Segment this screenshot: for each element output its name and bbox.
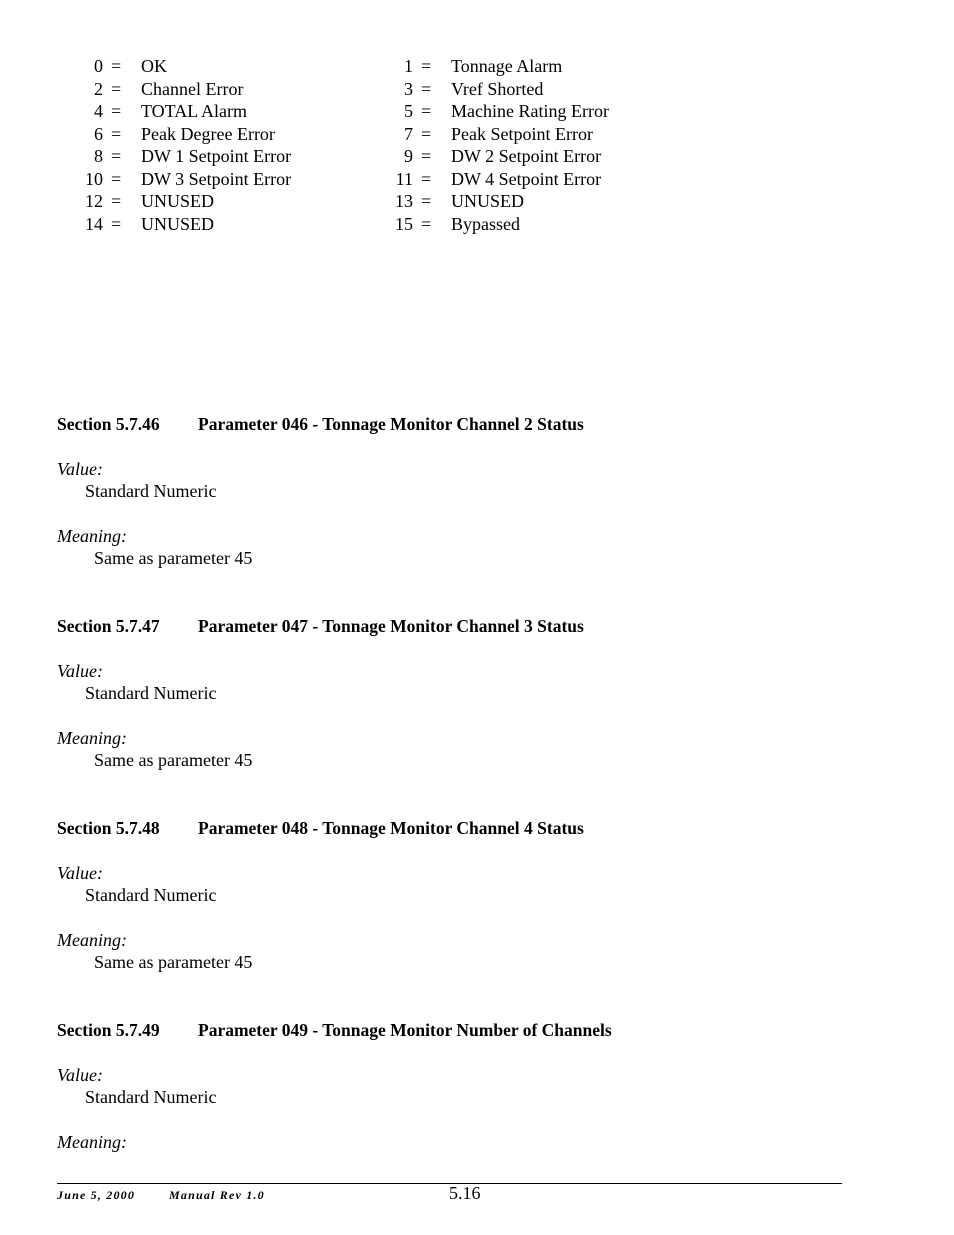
code-number: 12 xyxy=(85,191,103,211)
section-number: Section 5.7.47 xyxy=(57,616,160,636)
code-number: 13 xyxy=(395,191,413,211)
code-label: TOTAL Alarm xyxy=(141,101,248,121)
code-number: 8 xyxy=(94,146,103,166)
code-equals: = xyxy=(421,146,432,166)
code-row xyxy=(0,190,954,213)
code-number: 2 xyxy=(94,78,103,99)
code-equals: = xyxy=(111,56,122,76)
section-title: Parameter 048 - Tonnage Monitor Channel 4 Status xyxy=(198,818,584,838)
code-row xyxy=(0,168,954,191)
section-5-7-49 xyxy=(57,1019,857,1153)
page-number: 5.16 xyxy=(449,1183,481,1203)
code-equals: = xyxy=(421,191,432,211)
footer-date: June 5, 2000 xyxy=(57,1188,136,1202)
meaning-label: Meaning: xyxy=(57,1132,127,1152)
value-label: Value: xyxy=(57,1065,103,1085)
value-label: Value: xyxy=(57,863,103,883)
code-equals: = xyxy=(421,123,432,144)
code-equals: = xyxy=(111,213,122,234)
meaning-text: Same as parameter 45 xyxy=(94,750,253,770)
section-5-7-46 xyxy=(57,413,857,569)
value-text: Standard Numeric xyxy=(85,683,217,703)
section-number: Section 5.7.46 xyxy=(57,414,160,434)
code-label: Vref Shorted xyxy=(451,78,544,99)
code-row xyxy=(0,123,954,146)
meaning-text: Same as parameter 45 xyxy=(94,952,253,972)
section-5-7-48 xyxy=(57,817,857,973)
code-row xyxy=(0,78,954,101)
code-label: DW 4 Setpoint Error xyxy=(451,168,602,189)
code-equals: = xyxy=(111,191,122,211)
section-5-7-47 xyxy=(57,615,857,771)
code-equals: = xyxy=(111,101,122,121)
code-label: UNUSED xyxy=(141,213,215,234)
code-equals: = xyxy=(421,213,432,234)
value-label: Value: xyxy=(57,661,103,681)
code-label: DW 1 Setpoint Error xyxy=(141,146,292,166)
meaning-label: Meaning: xyxy=(57,526,127,546)
code-label: Peak Degree Error xyxy=(141,123,275,144)
section-title: Parameter 046 - Tonnage Monitor Channel 2 Status xyxy=(198,414,584,434)
section-number: Section 5.7.49 xyxy=(57,1020,160,1040)
code-number: 9 xyxy=(404,146,413,166)
section-heading xyxy=(57,1019,857,1041)
code-equals: = xyxy=(111,123,122,144)
meaning-label: Meaning: xyxy=(57,930,127,950)
value-label: Value: xyxy=(57,459,103,479)
code-number: 5 xyxy=(404,101,413,121)
section-number: Section 5.7.48 xyxy=(57,818,160,838)
meaning-text: Same as parameter 45 xyxy=(94,548,253,568)
code-equals: = xyxy=(421,101,432,121)
section-heading xyxy=(57,615,857,637)
code-label: DW 3 Setpoint Error xyxy=(141,168,292,189)
section-title: Parameter 049 - Tonnage Monitor Number of Channels xyxy=(198,1020,612,1040)
code-row xyxy=(0,213,954,236)
code-row xyxy=(0,100,954,123)
code-equals: = xyxy=(421,78,432,99)
value-text: Standard Numeric xyxy=(85,885,217,905)
code-row xyxy=(0,145,954,168)
code-label: OK xyxy=(141,56,167,76)
value-text: Standard Numeric xyxy=(85,481,217,501)
section-title: Parameter 047 - Tonnage Monitor Channel 3 Status xyxy=(198,616,584,636)
code-equals: = xyxy=(421,56,432,76)
code-number: 4 xyxy=(94,101,103,121)
code-number: 14 xyxy=(85,213,103,234)
section-heading xyxy=(57,817,857,839)
code-number: 7 xyxy=(404,123,413,144)
code-label: Channel Error xyxy=(141,78,244,99)
code-label: Tonnage Alarm xyxy=(451,56,563,76)
code-label: UNUSED xyxy=(451,191,525,211)
code-number: 10 xyxy=(85,168,103,189)
code-number: 6 xyxy=(94,123,103,144)
code-equals: = xyxy=(111,168,122,189)
code-label: Bypassed xyxy=(451,213,520,234)
code-number: 15 xyxy=(395,213,413,234)
status-code-table xyxy=(0,55,954,235)
code-label: UNUSED xyxy=(141,191,215,211)
code-equals: = xyxy=(111,78,122,99)
section-heading xyxy=(57,413,857,435)
code-label: Peak Setpoint Error xyxy=(451,123,593,144)
footer-revision: Manual Rev 1.0 xyxy=(169,1188,265,1202)
code-row xyxy=(0,55,954,78)
code-number: 3 xyxy=(404,78,413,99)
code-number: 11 xyxy=(395,168,413,189)
code-label: Machine Rating Error xyxy=(451,101,609,121)
value-text: Standard Numeric xyxy=(85,1087,217,1107)
code-number: 1 xyxy=(404,56,413,76)
code-equals: = xyxy=(421,168,432,189)
meaning-label: Meaning: xyxy=(57,728,127,748)
code-number: 0 xyxy=(94,56,103,76)
code-equals: = xyxy=(111,146,122,166)
code-label: DW 2 Setpoint Error xyxy=(451,146,602,166)
